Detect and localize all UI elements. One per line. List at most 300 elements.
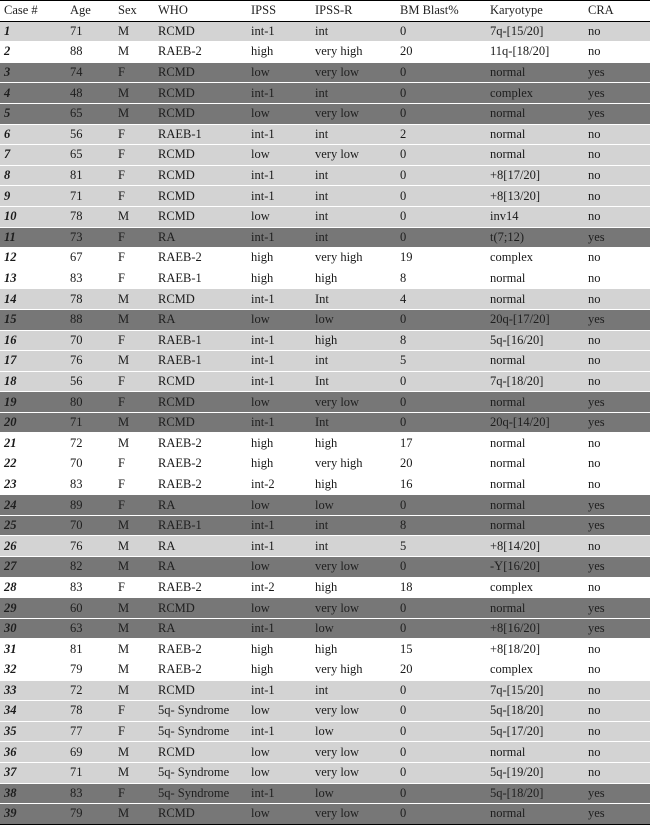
cell-ipss: high xyxy=(247,248,311,269)
column-header-ipss: IPSS xyxy=(251,3,277,18)
cell-case: 22 xyxy=(0,454,66,475)
cell-bm-blast: 0 xyxy=(396,186,486,207)
cell-ipss-r: low xyxy=(311,495,396,516)
cell-ipss-r: high xyxy=(311,433,396,454)
cell-ipss-r: high xyxy=(311,474,396,495)
cell-karyotype: complex xyxy=(486,248,584,269)
cell-sex: M xyxy=(114,618,154,639)
cell-ipss-r: int xyxy=(311,186,396,207)
cell-case: 30 xyxy=(0,618,66,639)
cell-ipss: low xyxy=(247,206,311,227)
cell-case: 14 xyxy=(0,289,66,310)
cell-ipss-r: int xyxy=(311,227,396,248)
cell-sex: M xyxy=(114,660,154,681)
cell-age: 60 xyxy=(66,598,114,619)
cell-karyotype: +8[13/20] xyxy=(486,186,584,207)
cell-age: 56 xyxy=(66,124,114,145)
cell-case: 29 xyxy=(0,598,66,619)
cell-bm-blast: 0 xyxy=(396,309,486,330)
cell-ipss: int-1 xyxy=(247,680,311,701)
cell-bm-blast: 0 xyxy=(396,557,486,578)
cell-ipss-r: very low xyxy=(311,598,396,619)
cell-case: 27 xyxy=(0,557,66,578)
cell-case: 32 xyxy=(0,660,66,681)
cell-who: RA xyxy=(154,309,247,330)
cell-bm-blast: 16 xyxy=(396,474,486,495)
cell-case: 21 xyxy=(0,433,66,454)
cell-cra: no xyxy=(584,701,650,722)
cell-cra: yes xyxy=(584,62,650,83)
cell-cra: no xyxy=(584,21,650,42)
cell-bm-blast: 0 xyxy=(396,145,486,166)
cell-ipss: int-1 xyxy=(247,721,311,742)
table-row xyxy=(0,268,650,289)
cell-ipss: low xyxy=(247,701,311,722)
cell-ipss-r: very low xyxy=(311,762,396,783)
cell-age: 71 xyxy=(66,762,114,783)
cell-who: RCMD xyxy=(154,412,247,433)
cell-cra: no xyxy=(584,165,650,186)
cell-age: 70 xyxy=(66,454,114,475)
cell-case: 12 xyxy=(0,248,66,269)
cell-ipss: low xyxy=(247,392,311,413)
cell-who: RCMD xyxy=(154,21,247,42)
cell-bm-blast: 0 xyxy=(396,83,486,104)
cell-who: RCMD xyxy=(154,371,247,392)
cell-sex: M xyxy=(114,804,154,825)
cell-bm-blast: 0 xyxy=(396,783,486,804)
cell-who: RA xyxy=(154,557,247,578)
cell-case: 36 xyxy=(0,742,66,763)
cell-bm-blast: 0 xyxy=(396,742,486,763)
cell-bm-blast: 0 xyxy=(396,618,486,639)
cell-who: RCMD xyxy=(154,103,247,124)
table-row xyxy=(0,206,650,227)
cell-sex: M xyxy=(114,680,154,701)
cell-cra: no xyxy=(584,330,650,351)
cell-sex: M xyxy=(114,598,154,619)
table-row xyxy=(0,783,650,804)
cell-ipss: int-1 xyxy=(247,351,311,372)
cell-ipss-r: low xyxy=(311,309,396,330)
cell-ipss-r: very high xyxy=(311,454,396,475)
cell-ipss: int-1 xyxy=(247,83,311,104)
cell-bm-blast: 8 xyxy=(396,268,486,289)
cell-karyotype: complex xyxy=(486,577,584,598)
cell-case: 25 xyxy=(0,515,66,536)
cell-karyotype: normal xyxy=(486,392,584,413)
cell-who: RAEB-1 xyxy=(154,124,247,145)
table-row xyxy=(0,804,650,825)
table-row xyxy=(0,536,650,557)
cell-karyotype: normal xyxy=(486,495,584,516)
table-row xyxy=(0,618,650,639)
cell-cra: no xyxy=(584,42,650,63)
cell-cra: yes xyxy=(584,783,650,804)
cell-sex: M xyxy=(114,433,154,454)
cell-age: 83 xyxy=(66,577,114,598)
cell-age: 74 xyxy=(66,62,114,83)
cell-sex: M xyxy=(114,21,154,42)
cell-cra: yes xyxy=(584,83,650,104)
cell-who: RAEB-2 xyxy=(154,42,247,63)
cell-age: 71 xyxy=(66,186,114,207)
cell-ipss: high xyxy=(247,454,311,475)
cell-age: 77 xyxy=(66,721,114,742)
table-row xyxy=(0,165,650,186)
cell-karyotype: normal xyxy=(486,433,584,454)
cell-case: 31 xyxy=(0,639,66,660)
cell-ipss: int-2 xyxy=(247,577,311,598)
cell-ipss-r: high xyxy=(311,639,396,660)
cell-case: 2 xyxy=(0,42,66,63)
table-row xyxy=(0,309,650,330)
cell-age: 67 xyxy=(66,248,114,269)
cell-ipss-r: Int xyxy=(311,289,396,310)
cell-sex: M xyxy=(114,515,154,536)
cell-bm-blast: 17 xyxy=(396,433,486,454)
cell-cra: no xyxy=(584,124,650,145)
cell-who: RCMD xyxy=(154,289,247,310)
cell-cra: yes xyxy=(584,557,650,578)
cell-cra: yes xyxy=(584,227,650,248)
cell-bm-blast: 0 xyxy=(396,804,486,825)
column-header-ipss-r: IPSS-R xyxy=(315,3,353,18)
cell-sex: F xyxy=(114,145,154,166)
cell-karyotype: normal xyxy=(486,351,584,372)
cell-bm-blast: 0 xyxy=(396,701,486,722)
cell-who: RA xyxy=(154,536,247,557)
cell-ipss-r: high xyxy=(311,330,396,351)
cell-sex: M xyxy=(114,206,154,227)
column-header-cra: CRA xyxy=(588,3,614,18)
cell-karyotype: +8[14/20] xyxy=(486,536,584,557)
cell-cra: no xyxy=(584,639,650,660)
cell-sex: M xyxy=(114,762,154,783)
cell-who: RAEB-1 xyxy=(154,268,247,289)
cell-case: 15 xyxy=(0,309,66,330)
cell-sex: M xyxy=(114,42,154,63)
cell-ipss: int-1 xyxy=(247,783,311,804)
cell-case: 24 xyxy=(0,495,66,516)
cell-sex: F xyxy=(114,474,154,495)
cell-case: 5 xyxy=(0,103,66,124)
cell-age: 83 xyxy=(66,268,114,289)
cell-ipss: int-1 xyxy=(247,289,311,310)
cell-cra: yes xyxy=(584,412,650,433)
cell-ipss: int-1 xyxy=(247,21,311,42)
cell-ipss: low xyxy=(247,742,311,763)
cell-age: 70 xyxy=(66,330,114,351)
cell-ipss-r: very low xyxy=(311,62,396,83)
cell-case: 3 xyxy=(0,62,66,83)
cell-karyotype: 7q-[15/20] xyxy=(486,680,584,701)
table-row xyxy=(0,639,650,660)
table-row xyxy=(0,495,650,516)
cell-ipss-r: int xyxy=(311,515,396,536)
cell-sex: M xyxy=(114,309,154,330)
table-row xyxy=(0,515,650,536)
cell-ipss: low xyxy=(247,309,311,330)
cell-age: 89 xyxy=(66,495,114,516)
table-row xyxy=(0,701,650,722)
cell-age: 71 xyxy=(66,412,114,433)
cell-cra: no xyxy=(584,371,650,392)
cell-cra: yes xyxy=(584,495,650,516)
cell-age: 71 xyxy=(66,21,114,42)
cell-case: 33 xyxy=(0,680,66,701)
cell-ipss-r: Int xyxy=(311,412,396,433)
cell-cra: no xyxy=(584,289,650,310)
cell-case: 9 xyxy=(0,186,66,207)
cell-cra: yes xyxy=(584,392,650,413)
cell-age: 78 xyxy=(66,289,114,310)
cell-karyotype: normal xyxy=(486,454,584,475)
cell-who: RAEB-2 xyxy=(154,248,247,269)
cell-bm-blast: 4 xyxy=(396,289,486,310)
cell-ipss-r: int xyxy=(311,21,396,42)
cell-who: RAEB-2 xyxy=(154,639,247,660)
cell-sex: F xyxy=(114,454,154,475)
table-row xyxy=(0,62,650,83)
cell-sex: M xyxy=(114,103,154,124)
cell-who: RAEB-2 xyxy=(154,474,247,495)
cell-bm-blast: 20 xyxy=(396,660,486,681)
cell-sex: M xyxy=(114,536,154,557)
cell-ipss-r: int xyxy=(311,536,396,557)
cell-ipss-r: very low xyxy=(311,804,396,825)
cell-karyotype: 7q-[15/20] xyxy=(486,21,584,42)
column-header-sex: Sex xyxy=(118,3,137,18)
cell-karyotype: normal xyxy=(486,62,584,83)
cell-sex: F xyxy=(114,783,154,804)
cell-sex: F xyxy=(114,721,154,742)
cell-bm-blast: 0 xyxy=(396,762,486,783)
cell-ipss: high xyxy=(247,268,311,289)
cell-age: 82 xyxy=(66,557,114,578)
cell-karyotype: +8[17/20] xyxy=(486,165,584,186)
cell-ipss-r: low xyxy=(311,783,396,804)
cell-who: RCMD xyxy=(154,392,247,413)
cell-who: RCMD xyxy=(154,145,247,166)
cell-who: RCMD xyxy=(154,186,247,207)
cell-ipss: low xyxy=(247,495,311,516)
cell-cra: yes xyxy=(584,103,650,124)
cell-bm-blast: 0 xyxy=(396,392,486,413)
cell-karyotype: t(7;12) xyxy=(486,227,584,248)
cell-who: RAEB-2 xyxy=(154,660,247,681)
column-header-case: Case # xyxy=(4,3,38,18)
cell-karyotype: complex xyxy=(486,660,584,681)
cell-bm-blast: 8 xyxy=(396,330,486,351)
cell-bm-blast: 0 xyxy=(396,495,486,516)
cell-who: RCMD xyxy=(154,165,247,186)
cell-bm-blast: 8 xyxy=(396,515,486,536)
cell-cra: no xyxy=(584,742,650,763)
cell-bm-blast: 19 xyxy=(396,248,486,269)
cell-bm-blast: 0 xyxy=(396,598,486,619)
cell-ipss: int-1 xyxy=(247,536,311,557)
table-row xyxy=(0,721,650,742)
cell-bm-blast: 0 xyxy=(396,21,486,42)
cell-cra: no xyxy=(584,351,650,372)
table-row xyxy=(0,289,650,310)
cell-cra: yes xyxy=(584,598,650,619)
cell-age: 83 xyxy=(66,783,114,804)
cell-cra: no xyxy=(584,660,650,681)
cell-sex: M xyxy=(114,83,154,104)
table-row xyxy=(0,557,650,578)
table-row xyxy=(0,330,650,351)
cell-case: 34 xyxy=(0,701,66,722)
cell-cra: yes xyxy=(584,515,650,536)
cell-cra: no xyxy=(584,206,650,227)
cell-age: 76 xyxy=(66,351,114,372)
column-header-age: Age xyxy=(70,3,91,18)
cell-ipss: low xyxy=(247,62,311,83)
cell-cra: no xyxy=(584,268,650,289)
cell-karyotype: 5q-[19/20] xyxy=(486,762,584,783)
cell-age: 76 xyxy=(66,536,114,557)
cell-karyotype: 5q-[17/20] xyxy=(486,721,584,742)
cell-karyotype: 7q-[18/20] xyxy=(486,371,584,392)
cell-age: 88 xyxy=(66,42,114,63)
table-row xyxy=(0,42,650,63)
cell-karyotype: 5q-[18/20] xyxy=(486,701,584,722)
cell-karyotype: complex xyxy=(486,83,584,104)
cell-age: 63 xyxy=(66,618,114,639)
cell-age: 48 xyxy=(66,83,114,104)
cell-who: RAEB-1 xyxy=(154,515,247,536)
cell-sex: F xyxy=(114,495,154,516)
cell-ipss-r: int xyxy=(311,165,396,186)
cell-sex: M xyxy=(114,639,154,660)
cell-sex: F xyxy=(114,186,154,207)
cell-bm-blast: 2 xyxy=(396,124,486,145)
cell-ipss: high xyxy=(247,660,311,681)
cell-case: 1 xyxy=(0,21,66,42)
table-row xyxy=(0,680,650,701)
cell-sex: F xyxy=(114,165,154,186)
cell-case: 26 xyxy=(0,536,66,557)
cell-age: 56 xyxy=(66,371,114,392)
cell-bm-blast: 18 xyxy=(396,577,486,598)
cell-bm-blast: 0 xyxy=(396,206,486,227)
table-row xyxy=(0,454,650,475)
table-row xyxy=(0,598,650,619)
cell-case: 23 xyxy=(0,474,66,495)
cell-who: 5q- Syndrome xyxy=(154,701,247,722)
cell-ipss: int-1 xyxy=(247,227,311,248)
cell-karyotype: normal xyxy=(486,103,584,124)
cell-age: 79 xyxy=(66,660,114,681)
cell-ipss-r: very low xyxy=(311,145,396,166)
cell-case: 37 xyxy=(0,762,66,783)
cell-age: 80 xyxy=(66,392,114,413)
cell-karyotype: -Y[16/20] xyxy=(486,557,584,578)
column-header-karyotype: Karyotype xyxy=(490,3,543,18)
cell-cra: no xyxy=(584,433,650,454)
cell-case: 39 xyxy=(0,804,66,825)
table-body xyxy=(0,21,650,824)
cell-cra: no xyxy=(584,721,650,742)
cell-karyotype: normal xyxy=(486,124,584,145)
cell-sex: M xyxy=(114,412,154,433)
cell-karyotype: 5q-[18/20] xyxy=(486,783,584,804)
cell-ipss: int-1 xyxy=(247,618,311,639)
table-row xyxy=(0,83,650,104)
table-row xyxy=(0,145,650,166)
cell-cra: yes xyxy=(584,804,650,825)
cell-ipss-r: very high xyxy=(311,42,396,63)
cell-bm-blast: 0 xyxy=(396,680,486,701)
table-row xyxy=(0,392,650,413)
cell-cra: yes xyxy=(584,309,650,330)
table-row xyxy=(0,103,650,124)
cell-case: 38 xyxy=(0,783,66,804)
cell-ipss-r: int xyxy=(311,83,396,104)
table-row xyxy=(0,474,650,495)
cell-ipss: int-1 xyxy=(247,330,311,351)
cell-cra: no xyxy=(584,577,650,598)
cell-sex: F xyxy=(114,330,154,351)
cell-age: 72 xyxy=(66,433,114,454)
cell-karyotype: 11q-[18/20] xyxy=(486,42,584,63)
cell-bm-blast: 0 xyxy=(396,412,486,433)
cell-age: 78 xyxy=(66,206,114,227)
cell-sex: F xyxy=(114,62,154,83)
cell-case: 7 xyxy=(0,145,66,166)
cell-ipss: int-1 xyxy=(247,515,311,536)
table-row xyxy=(0,351,650,372)
cell-ipss: int-1 xyxy=(247,165,311,186)
cell-karyotype: +8[18/20] xyxy=(486,639,584,660)
cell-ipss-r: very low xyxy=(311,392,396,413)
cell-sex: F xyxy=(114,124,154,145)
cell-case: 8 xyxy=(0,165,66,186)
table-row xyxy=(0,577,650,598)
cell-who: RA xyxy=(154,495,247,516)
cell-who: 5q- Syndrome xyxy=(154,762,247,783)
cell-ipss-r: high xyxy=(311,268,396,289)
cell-age: 88 xyxy=(66,309,114,330)
cell-ipss-r: high xyxy=(311,577,396,598)
cell-who: RA xyxy=(154,618,247,639)
cell-who: RAEB-1 xyxy=(154,351,247,372)
cell-who: RAEB-1 xyxy=(154,330,247,351)
cell-cra: no xyxy=(584,248,650,269)
cell-sex: M xyxy=(114,351,154,372)
cell-case: 10 xyxy=(0,206,66,227)
cell-cra: yes xyxy=(584,618,650,639)
header-row xyxy=(0,1,650,22)
cell-karyotype: normal xyxy=(486,145,584,166)
cell-ipss-r: low xyxy=(311,618,396,639)
cell-karyotype: +8[16/20] xyxy=(486,618,584,639)
cell-ipss: low xyxy=(247,804,311,825)
cell-bm-blast: 20 xyxy=(396,454,486,475)
cell-bm-blast: 0 xyxy=(396,103,486,124)
cell-karyotype: normal xyxy=(486,268,584,289)
cell-sex: M xyxy=(114,289,154,310)
cell-ipss-r: int xyxy=(311,351,396,372)
table-row xyxy=(0,762,650,783)
table-row xyxy=(0,371,650,392)
cell-bm-blast: 0 xyxy=(396,721,486,742)
cell-case: 19 xyxy=(0,392,66,413)
cell-cra: no xyxy=(584,474,650,495)
cell-who: 5q- Syndrome xyxy=(154,783,247,804)
